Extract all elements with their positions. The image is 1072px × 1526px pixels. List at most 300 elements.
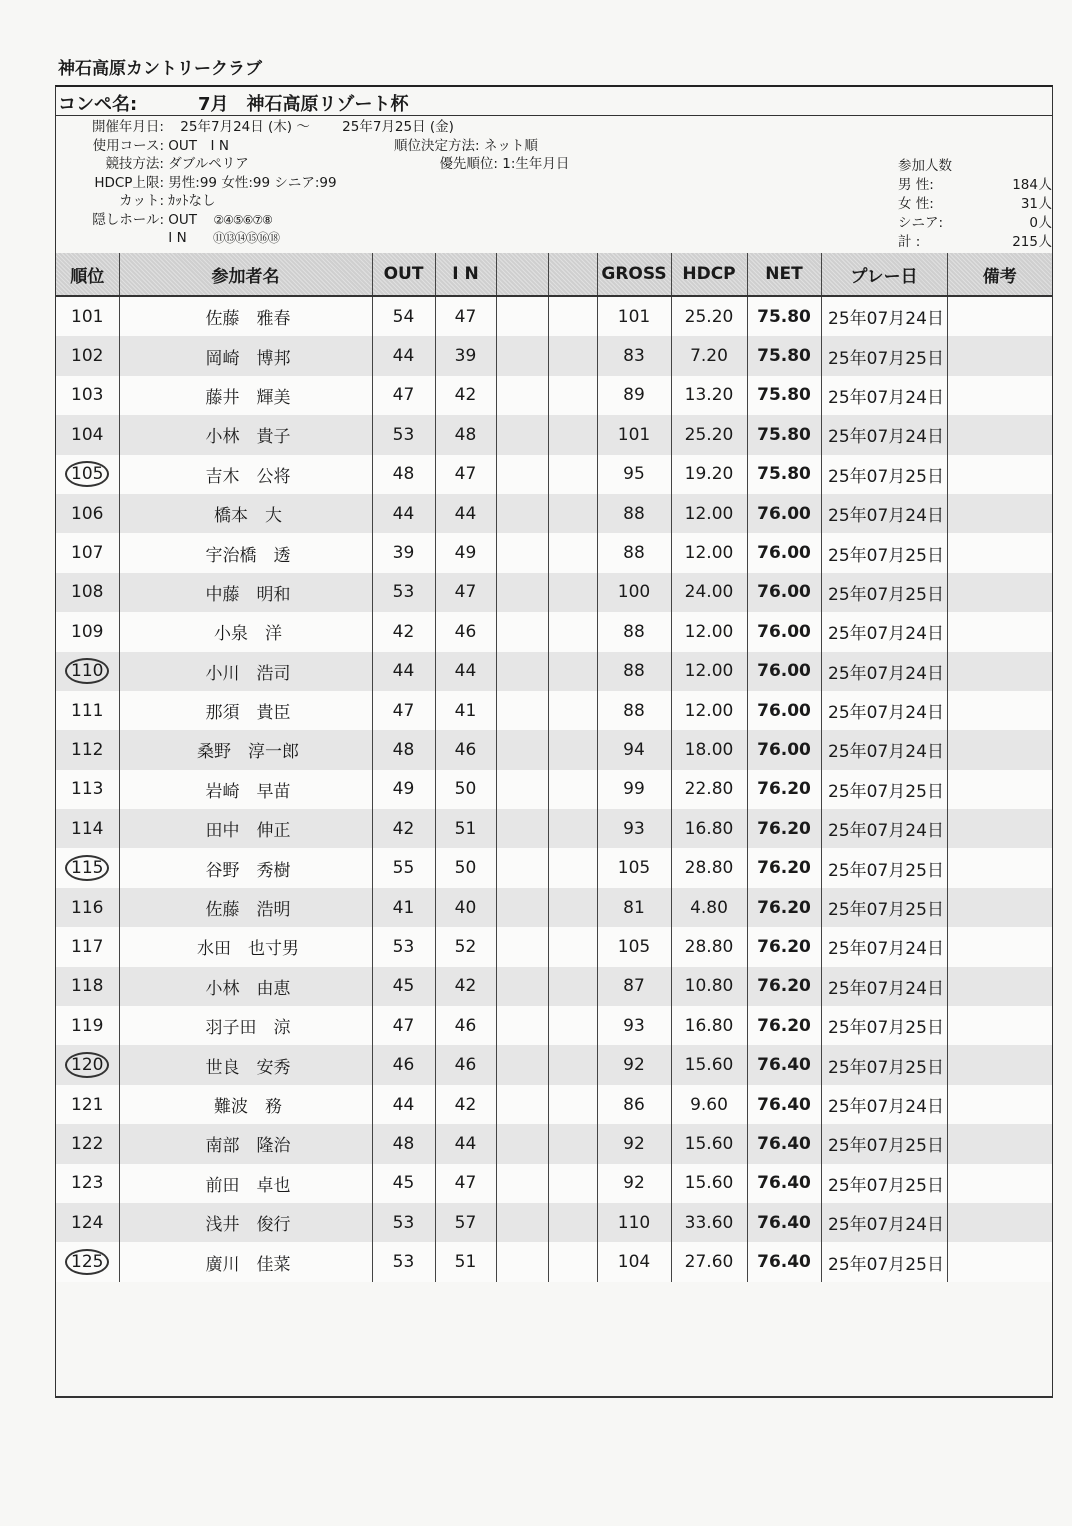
rank-value: 103 [71,385,104,406]
table-cell-hdcp: 28.80 [671,927,747,966]
table-cell-blank-1 [496,1006,548,1045]
rank-value: 119 [71,1015,104,1036]
table-cell-blank-1 [496,336,548,375]
table-cell-rank [56,376,119,415]
rank-value: 111 [71,700,104,721]
table-cell-blank-1 [496,494,548,533]
table-cell-name: 谷野 秀樹 [119,848,372,887]
table-cell-rank [56,612,119,651]
results-sheet [55,85,1053,1398]
senior-unit: 人 [1038,215,1052,231]
male-label: 男 性: [898,177,934,193]
rank-value: 114 [71,818,104,839]
table-cell-blank-2 [548,376,597,415]
table-cell-hdcp: 9.60 [671,1085,747,1124]
table-cell-rank [56,888,119,927]
table-cell-gross: 92 [597,1045,671,1084]
table-cell-gross: 105 [597,848,671,887]
rank-value: 106 [71,503,104,524]
table-cell-name: 羽子田 涼 [119,1006,372,1045]
table-cell-in: 57 [435,1203,496,1242]
table-cell-out: 42 [372,809,435,848]
table-cell-gross: 105 [597,927,671,966]
table-cell-rank [56,296,119,336]
table-row [56,1045,1052,1084]
table-cell-remarks [947,1164,1052,1203]
table-cell-rank [56,652,119,691]
table-cell-blank-1 [496,296,548,336]
table-cell-net: 76.40 [747,1242,821,1281]
table-row [56,573,1052,612]
rank-value: 116 [71,897,104,918]
table-cell-name: 那須 貴臣 [119,691,372,730]
table-cell-out: 41 [372,888,435,927]
table-row [56,730,1052,769]
table-cell-out: 53 [372,927,435,966]
table-cell-name: 佐藤 浩明 [119,888,372,927]
table-cell-out: 53 [372,1203,435,1242]
table-cell-blank-2 [548,1164,597,1203]
table-cell-net: 76.40 [747,1203,821,1242]
male-count: 184 [1012,177,1038,193]
table-cell-remarks [947,770,1052,809]
table-cell-name: 橋本 大 [119,494,372,533]
table-cell-play-date: 25年07月25日 [821,1124,947,1163]
table-cell-hdcp: 33.60 [671,1203,747,1242]
table-cell-hdcp: 22.80 [671,770,747,809]
table-cell-in: 40 [435,888,496,927]
sheet-bottom-border [56,1396,1052,1397]
rank-value: 117 [71,936,104,957]
table-cell-remarks [947,1203,1052,1242]
hidden-in-holes: ⑪⑬⑭⑮⑯⑱ [212,231,279,245]
table-cell-out: 42 [372,612,435,651]
table-cell-out: 47 [372,691,435,730]
table-cell-out: 53 [372,415,435,454]
table-cell-play-date: 25年07月25日 [821,533,947,572]
table-cell-in: 41 [435,691,496,730]
hdcp-value: 男性:99 女性:99 シニア:99 [168,174,337,191]
course-label: 使用コース: [92,137,164,154]
total-label: 計 : [898,234,921,250]
table-cell-in: 44 [435,1124,496,1163]
table-cell-net: 76.40 [747,1045,821,1084]
table-cell-remarks [947,1085,1052,1124]
table-cell-blank-1 [496,612,548,651]
table-cell-gross: 110 [597,1203,671,1242]
table-cell-remarks [947,1045,1052,1084]
table-cell-hdcp: 4.80 [671,888,747,927]
table-cell-in: 46 [435,730,496,769]
table-cell-remarks [947,691,1052,730]
table-cell-in: 50 [435,848,496,887]
table-cell-in: 42 [435,376,496,415]
table-cell-remarks [947,573,1052,612]
rank-value: 112 [71,739,104,760]
table-cell-rank [56,494,119,533]
table-cell-name: 小林 貴子 [119,415,372,454]
table-cell-blank-1 [496,573,548,612]
table-cell-play-date: 25年07月25日 [821,770,947,809]
table-cell-play-date: 25年07月24日 [821,730,947,769]
table-row [56,927,1052,966]
table-cell-out: 48 [372,730,435,769]
table-cell-gross: 88 [597,494,671,533]
table-row [56,376,1052,415]
table-cell-hdcp: 12.00 [671,652,747,691]
table-cell-rank [56,1045,119,1084]
table-cell-gross: 88 [597,612,671,651]
table-cell-remarks [947,455,1052,494]
table-cell-play-date: 25年07月25日 [821,455,947,494]
table-cell-remarks [947,1006,1052,1045]
table-cell-hdcp: 16.80 [671,809,747,848]
table-cell-hdcp: 25.20 [671,296,747,336]
header-in: I N [435,253,496,296]
table-cell-blank-2 [548,1006,597,1045]
senior-label: シニア: [898,215,944,231]
table-cell-hdcp: 16.80 [671,1006,747,1045]
table-cell-gross: 87 [597,967,671,1006]
table-cell-hdcp: 27.60 [671,1242,747,1281]
table-cell-name: 藤井 輝美 [119,376,372,415]
table-cell-play-date: 25年07月24日 [821,691,947,730]
table-cell-blank-2 [548,336,597,375]
results-table [56,253,1052,1282]
ranking-info [394,118,569,174]
table-cell-out: 48 [372,1124,435,1163]
table-cell-blank-1 [496,1203,548,1242]
table-cell-play-date: 25年07月24日 [821,612,947,651]
table-cell-out: 47 [372,376,435,415]
table-cell-in: 49 [435,533,496,572]
table-cell-out: 45 [372,967,435,1006]
table-cell-net: 76.40 [747,1085,821,1124]
table-cell-rank [56,691,119,730]
table-cell-blank-2 [548,415,597,454]
table-cell-in: 52 [435,927,496,966]
total-count: 215 [1012,234,1038,250]
table-cell-remarks [947,967,1052,1006]
participant-counts [898,157,1052,252]
table-cell-name: 岡崎 博邦 [119,336,372,375]
table-cell-in: 48 [435,415,496,454]
cut-value: ｶｯﾄなし [168,193,216,209]
table-cell-rank [56,1124,119,1163]
circled-rank: 120 [65,1052,109,1078]
table-row [56,1203,1052,1242]
participants-title: 参加人数 [898,158,952,174]
table-row [56,1085,1052,1124]
table-cell-play-date: 25年07月24日 [821,494,947,533]
table-cell-in: 47 [435,455,496,494]
rank-value: 108 [71,582,104,603]
hidden-in-label: I N [168,230,187,246]
table-cell-gross: 83 [597,336,671,375]
table-cell-out: 46 [372,1045,435,1084]
table-row [56,770,1052,809]
table-cell-play-date: 25年07月24日 [821,415,947,454]
rank-value: 113 [71,779,104,800]
table-cell-play-date: 25年07月25日 [821,1242,947,1281]
table-cell-blank-1 [496,415,548,454]
table-cell-hdcp: 28.80 [671,848,747,887]
table-cell-hdcp: 19.20 [671,455,747,494]
table-cell-blank-1 [496,376,548,415]
table-cell-out: 44 [372,652,435,691]
table-cell-out: 44 [372,336,435,375]
rank-method-value: ネット順 [483,137,538,154]
table-cell-blank-2 [548,1203,597,1242]
table-cell-in: 39 [435,336,496,375]
table-cell-net: 76.00 [747,494,821,533]
table-cell-name: 前田 卓也 [119,1164,372,1203]
table-cell-net: 75.80 [747,376,821,415]
table-cell-blank-2 [548,533,597,572]
table-cell-blank-1 [496,927,548,966]
table-cell-play-date: 25年07月25日 [821,336,947,375]
table-cell-blank-1 [496,730,548,769]
table-cell-hdcp: 12.00 [671,533,747,572]
table-cell-gross: 104 [597,1242,671,1281]
table-cell-blank-2 [548,927,597,966]
table-cell-gross: 101 [597,296,671,336]
table-cell-net: 75.80 [747,415,821,454]
table-cell-rank [56,455,119,494]
table-cell-play-date: 25年07月24日 [821,809,947,848]
table-cell-play-date: 25年07月24日 [821,652,947,691]
table-cell-gross: 88 [597,533,671,572]
table-cell-gross: 81 [597,888,671,927]
table-cell-gross: 95 [597,455,671,494]
table-cell-blank-2 [548,455,597,494]
rank-value: 107 [71,543,104,564]
table-cell-play-date: 25年07月24日 [821,1203,947,1242]
table-cell-gross: 88 [597,691,671,730]
table-cell-play-date: 25年07月24日 [821,376,947,415]
table-cell-out: 39 [372,533,435,572]
table-cell-in: 42 [435,967,496,1006]
table-cell-out: 54 [372,296,435,336]
table-cell-blank-1 [496,652,548,691]
table-cell-name: 浅井 俊行 [119,1203,372,1242]
table-cell-play-date: 25年07月25日 [821,848,947,887]
hidden-out-holes: ②④⑤⑥⑦⑧ [213,212,272,227]
table-cell-gross: 88 [597,652,671,691]
table-cell-rank [56,730,119,769]
table-cell-out: 48 [372,455,435,494]
table-cell-gross: 86 [597,1085,671,1124]
header-name: 参加者名 [119,253,372,296]
table-cell-net: 76.40 [747,1124,821,1163]
table-cell-rank [56,1006,119,1045]
senior-count: 0 [1029,215,1038,231]
table-cell-blank-2 [548,494,597,533]
table-cell-name: 世良 安秀 [119,1045,372,1084]
table-cell-net: 76.20 [747,927,821,966]
table-row [56,415,1052,454]
table-cell-remarks [947,415,1052,454]
table-cell-blank-1 [496,1242,548,1281]
table-cell-out: 44 [372,1085,435,1124]
table-cell-remarks [947,809,1052,848]
table-cell-net: 76.00 [747,730,821,769]
course-value: OUT I N [168,137,229,154]
table-cell-blank-2 [548,1124,597,1163]
table-cell-remarks [947,336,1052,375]
table-row [56,888,1052,927]
table-cell-net: 75.80 [747,296,821,336]
table-cell-rank [56,1085,119,1124]
table-cell-name: 廣川 佳菜 [119,1242,372,1281]
table-cell-blank-1 [496,888,548,927]
cut-label: カット: [119,193,164,209]
table-cell-rank [56,336,119,375]
table-cell-blank-2 [548,809,597,848]
table-cell-rank [56,809,119,848]
table-row [56,1164,1052,1203]
table-row [56,1242,1052,1281]
rank-value: 109 [71,621,104,642]
competition-name: 7月 神石高原リゾート杯 [198,94,409,115]
table-cell-remarks [947,612,1052,651]
table-cell-out: 53 [372,1242,435,1281]
table-cell-blank-2 [548,1085,597,1124]
rank-value: 122 [71,1133,104,1154]
table-cell-rank [56,967,119,1006]
table-cell-blank-1 [496,809,548,848]
competition-label: コンペ名: [58,94,138,115]
table-cell-blank-2 [548,1242,597,1281]
table-cell-blank-1 [496,770,548,809]
table-cell-hdcp: 15.60 [671,1164,747,1203]
rank-value: 102 [71,346,104,367]
format-label: 競技方法: [105,156,164,172]
table-cell-in: 42 [435,1085,496,1124]
header-out: OUT [372,253,435,296]
table-cell-hdcp: 12.00 [671,691,747,730]
table-cell-remarks [947,652,1052,691]
table-cell-rank [56,848,119,887]
table-row [56,533,1052,572]
table-cell-blank-1 [496,533,548,572]
table-cell-name: 小泉 洋 [119,612,372,651]
table-cell-hdcp: 13.20 [671,376,747,415]
table-cell-net: 75.80 [747,455,821,494]
table-row [56,691,1052,730]
table-cell-remarks [947,494,1052,533]
table-cell-play-date: 25年07月25日 [821,888,947,927]
table-cell-remarks [947,888,1052,927]
rank-value: 123 [71,1173,104,1194]
table-cell-gross: 92 [597,1124,671,1163]
rank-method-label: 順位決定方法: [394,137,480,154]
table-cell-in: 46 [435,1006,496,1045]
table-cell-name: 難波 務 [119,1085,372,1124]
table-cell-net: 76.20 [747,1006,821,1045]
table-row [56,809,1052,848]
table-cell-gross: 93 [597,809,671,848]
table-cell-remarks [947,376,1052,415]
table-cell-in: 44 [435,494,496,533]
table-cell-blank-1 [496,1085,548,1124]
table-cell-gross: 101 [597,415,671,454]
table-cell-blank-1 [496,848,548,887]
table-cell-blank-2 [548,888,597,927]
table-row [56,1006,1052,1045]
table-cell-blank-2 [548,296,597,336]
table-cell-net: 76.00 [747,573,821,612]
table-cell-blank-2 [548,967,597,1006]
table-cell-play-date: 25年07月25日 [821,573,947,612]
table-row [56,296,1052,336]
table-cell-blank-1 [496,1045,548,1084]
table-cell-net: 76.20 [747,848,821,887]
table-cell-name: 中藤 明和 [119,573,372,612]
female-count: 31 [1020,196,1038,212]
table-cell-play-date: 25年07月24日 [821,1085,947,1124]
table-header-row [56,253,1052,296]
table-cell-hdcp: 24.00 [671,573,747,612]
hidden-holes-label: 隠しホール: [92,211,164,228]
table-cell-in: 47 [435,573,496,612]
table-cell-play-date: 25年07月24日 [821,927,947,966]
circled-rank: 115 [65,855,109,881]
table-cell-in: 47 [435,1164,496,1203]
table-cell-blank-2 [548,1045,597,1084]
table-cell-rank [56,770,119,809]
table-cell-remarks [947,533,1052,572]
table-row [56,967,1052,1006]
table-cell-in: 44 [435,652,496,691]
table-cell-blank-2 [548,573,597,612]
table-cell-blank-1 [496,691,548,730]
table-cell-rank [56,1242,119,1281]
table-cell-remarks [947,927,1052,966]
table-cell-net: 76.00 [747,691,821,730]
table-cell-name: 田中 伸正 [119,809,372,848]
table-cell-net: 76.20 [747,888,821,927]
header-rank: 順位 [56,253,119,296]
header-blank-1 [496,253,548,296]
table-cell-name: 桑野 淳一郎 [119,730,372,769]
table-cell-blank-2 [548,652,597,691]
table-cell-hdcp: 10.80 [671,967,747,1006]
table-row [56,455,1052,494]
table-cell-out: 47 [372,1006,435,1045]
table-cell-name: 宇治橋 透 [119,533,372,572]
table-cell-out: 53 [372,573,435,612]
table-cell-rank [56,1164,119,1203]
table-cell-hdcp: 7.20 [671,336,747,375]
table-cell-gross: 100 [597,573,671,612]
rank-value: 104 [71,424,104,445]
circled-rank: 105 [65,461,109,487]
table-cell-gross: 94 [597,730,671,769]
priority-label: 優先順位: [439,156,498,172]
format-value: ダブルペリア [168,156,249,172]
table-cell-in: 46 [435,612,496,651]
header-hdcp: HDCP [671,253,747,296]
hidden-out-label: OUT [168,211,198,228]
hdcp-label: HDCP上限: [94,174,164,191]
table-row [56,494,1052,533]
header-gross: GROSS [597,253,671,296]
female-unit: 人 [1038,196,1052,212]
table-row [56,848,1052,887]
table-cell-in: 50 [435,770,496,809]
table-cell-remarks [947,1242,1052,1281]
